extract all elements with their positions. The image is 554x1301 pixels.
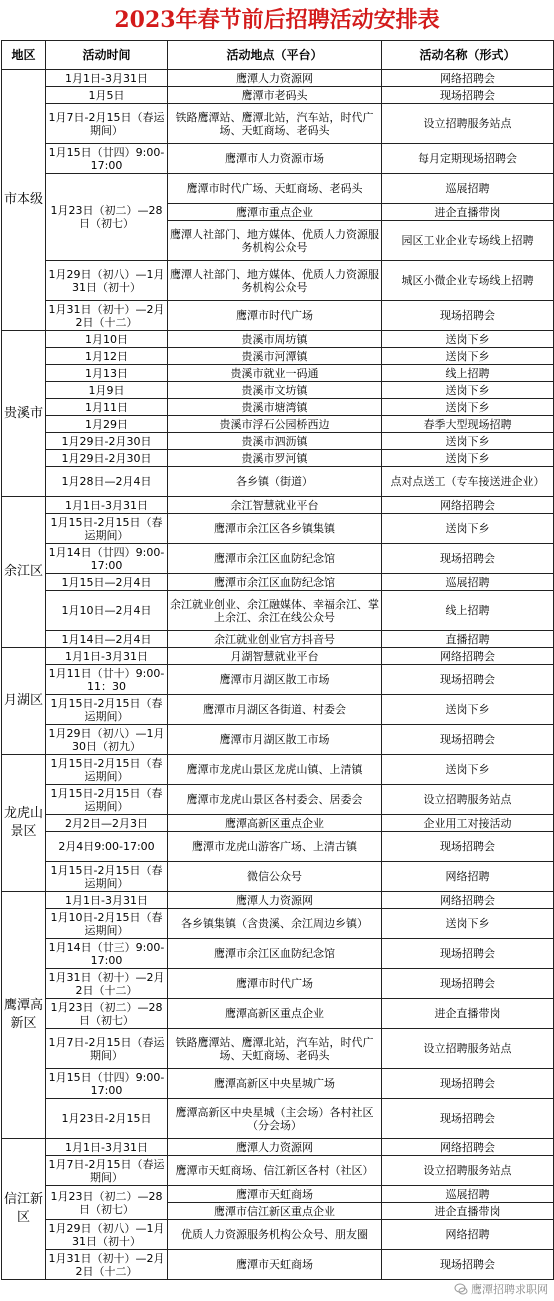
time-cell: 1月23日-2月15日 xyxy=(46,1099,168,1139)
table-row xyxy=(2,725,554,755)
table-row xyxy=(2,1139,554,1156)
activity-cell: 送岗下乡 xyxy=(382,450,554,467)
activity-cell: 送岗下乡 xyxy=(382,695,554,725)
activity-cell: 现场招聘会 xyxy=(382,87,554,104)
time-cell: 1月29日-2月30日 xyxy=(46,450,168,467)
table-row xyxy=(2,497,554,514)
activity-cell: 送岗下乡 xyxy=(382,382,554,399)
activity-cell: 设立招聘服务站点 xyxy=(382,1029,554,1069)
place-cell: 鹰潭市月湖区散工市场 xyxy=(168,725,382,755)
place-cell: 贵溪市就业一码通 xyxy=(168,365,382,382)
time-cell: 1月1日-3月31日 xyxy=(46,648,168,665)
time-cell: 1月31日（初十）—2月2日（十二） xyxy=(46,301,168,331)
place-cell: 鹰潭市龙虎山景区各村委会、居委会 xyxy=(168,785,382,815)
place-cell: 鹰潭人社部门、地方媒体、优质人力资源服务机构公众号 xyxy=(168,261,382,301)
activity-cell: 送岗下乡 xyxy=(382,909,554,939)
table-row xyxy=(2,87,554,104)
table-row xyxy=(2,574,554,591)
header-time: 活动时间 xyxy=(46,41,168,70)
activity-cell: 送岗下乡 xyxy=(382,514,554,544)
activity-cell: 线上招聘 xyxy=(382,365,554,382)
place-cell: 贵溪市罗河镇 xyxy=(168,450,382,467)
time-cell: 1月14日（廿四）9:00-17:00 xyxy=(46,544,168,574)
activity-cell: 点对点送工（专车接送进企业） xyxy=(382,467,554,497)
time-cell: 1月23日（初二）—28日（初七） xyxy=(46,174,168,261)
place-cell: 鹰潭市天虹商场 xyxy=(168,1250,382,1280)
time-cell: 1月23日（初二）—28日（初七） xyxy=(46,1186,168,1220)
table-row xyxy=(2,862,554,892)
place-cell: 鹰潭市时代广场、天虹商场、老码头 xyxy=(168,174,382,204)
schedule-table xyxy=(1,40,554,1280)
place-cell: 余江就业创业官方抖音号 xyxy=(168,631,382,648)
table-row xyxy=(2,1069,554,1099)
place-cell: 鹰潭市余江区血防纪念馆 xyxy=(168,544,382,574)
place-cell: 贵溪市周坊镇 xyxy=(168,331,382,348)
table-row xyxy=(2,755,554,785)
table-row xyxy=(2,785,554,815)
time-cell: 2月2日—2月3日 xyxy=(46,815,168,832)
watermark-text: 鹰潭招聘求职网 xyxy=(471,1283,548,1296)
activity-cell: 现场招聘会 xyxy=(382,939,554,969)
time-cell: 1月11日 xyxy=(46,399,168,416)
table-row xyxy=(2,331,554,348)
region-cell: 龙虎山景区 xyxy=(2,755,46,892)
time-cell: 1月13日 xyxy=(46,365,168,382)
activity-cell: 送岗下乡 xyxy=(382,348,554,365)
time-cell: 1月1日-3月31日 xyxy=(46,892,168,909)
table-row xyxy=(2,450,554,467)
table-row xyxy=(2,1029,554,1069)
place-cell: 贵溪市塘湾镇 xyxy=(168,399,382,416)
table-row xyxy=(2,1186,554,1203)
table-row xyxy=(2,648,554,665)
table-row xyxy=(2,591,554,631)
time-cell: 1月29日-2月30日 xyxy=(46,433,168,450)
time-cell: 2月4日9:00-17:00 xyxy=(46,832,168,862)
time-cell: 1月15日-2月15日（春运期间） xyxy=(46,785,168,815)
activity-cell: 送岗下乡 xyxy=(382,331,554,348)
table-row xyxy=(2,1156,554,1186)
place-cell: 铁路鹰潭站、鹰潭北站，汽车站，时代广场、天虹商场、老码头 xyxy=(168,104,382,144)
header-place: 活动地点（平台） xyxy=(168,41,382,70)
time-cell: 1月10日—2月4日 xyxy=(46,591,168,631)
table-row xyxy=(2,892,554,909)
activity-cell: 网络招聘会 xyxy=(382,648,554,665)
region-cell: 市本级 xyxy=(2,70,46,331)
place-cell: 鹰潭市人力资源市场 xyxy=(168,144,382,174)
time-cell: 1月11日（廿十）9:00-11：30 xyxy=(46,665,168,695)
time-cell: 1月10日-2月15日（春运期间） xyxy=(46,909,168,939)
activity-cell: 巡展招聘 xyxy=(382,174,554,204)
activity-cell: 企业用工对接活动 xyxy=(382,815,554,832)
place-cell: 余江智慧就业平台 xyxy=(168,497,382,514)
place-cell: 鹰潭高新区重点企业 xyxy=(168,999,382,1029)
place-cell: 鹰潭人社部门、地方媒体、优质人力资源服务机构公众号 xyxy=(168,221,382,261)
table-row xyxy=(2,544,554,574)
activity-cell: 现场招聘会 xyxy=(382,725,554,755)
place-cell: 贵溪市河潭镇 xyxy=(168,348,382,365)
place-cell: 鹰潭高新区重点企业 xyxy=(168,815,382,832)
time-cell: 1月14日（廿三）9:00-17:00 xyxy=(46,939,168,969)
time-cell: 1月29日（初八）—1月31日（初十） xyxy=(46,1220,168,1250)
table-row xyxy=(2,365,554,382)
place-cell: 鹰潭市龙虎山游客广场、上清古镇 xyxy=(168,832,382,862)
region-cell: 贵溪市 xyxy=(2,331,46,497)
time-cell: 1月15日-2月15日（春运期间） xyxy=(46,514,168,544)
time-cell: 1月29日（初八）—1月31日（初十） xyxy=(46,261,168,301)
time-cell: 1月7日-2月15日（春运期间） xyxy=(46,104,168,144)
activity-cell: 现场招聘会 xyxy=(382,1069,554,1099)
place-cell: 贵溪市浮石公园桥西边 xyxy=(168,416,382,433)
activity-cell: 送岗下乡 xyxy=(382,755,554,785)
place-cell: 鹰潭市老码头 xyxy=(168,87,382,104)
place-cell: 鹰潭高新区中央星城（主会场）各村社区（分会场） xyxy=(168,1099,382,1139)
table-row xyxy=(2,433,554,450)
place-cell: 鹰潭市龙虎山景区龙虎山镇、上清镇 xyxy=(168,755,382,785)
place-cell: 鹰潭市月湖区散工市场 xyxy=(168,665,382,695)
table-row xyxy=(2,969,554,999)
activity-cell: 网络招聘 xyxy=(382,1220,554,1250)
time-cell: 1月29日 xyxy=(46,416,168,433)
time-cell: 1月9日 xyxy=(46,382,168,399)
activity-cell: 送岗下乡 xyxy=(382,433,554,450)
place-cell: 月湖智慧就业平台 xyxy=(168,648,382,665)
activity-cell: 设立招聘服务站点 xyxy=(382,1156,554,1186)
time-cell: 1月5日 xyxy=(46,87,168,104)
activity-cell: 春季大型现场招聘 xyxy=(382,416,554,433)
table-row xyxy=(2,399,554,416)
place-cell: 鹰潭人力资源网 xyxy=(168,70,382,87)
time-cell: 1月31日（初十）—2月2日（十二） xyxy=(46,1250,168,1280)
region-cell: 信江新区 xyxy=(2,1139,46,1280)
activity-cell: 直播招聘 xyxy=(382,631,554,648)
activity-cell: 线上招聘 xyxy=(382,591,554,631)
activity-cell: 网络招聘会 xyxy=(382,1139,554,1156)
header-region: 地区 xyxy=(2,41,46,70)
activity-cell: 网络招聘会 xyxy=(382,892,554,909)
table-row xyxy=(2,382,554,399)
watermark xyxy=(454,1281,548,1297)
table-row xyxy=(2,815,554,832)
place-cell: 微信公众号 xyxy=(168,862,382,892)
table-row xyxy=(2,665,554,695)
table-row xyxy=(2,467,554,497)
activity-cell: 进企直播带岗 xyxy=(382,999,554,1029)
activity-cell: 每月定期现场招聘会 xyxy=(382,144,554,174)
time-cell: 1月1日-3月31日 xyxy=(46,70,168,87)
table-row xyxy=(2,144,554,174)
table-row xyxy=(2,631,554,648)
table-row xyxy=(2,832,554,862)
activity-cell: 网络招聘会 xyxy=(382,497,554,514)
time-cell: 1月15日-2月15日（春运期间） xyxy=(46,862,168,892)
activity-cell: 设立招聘服务站点 xyxy=(382,104,554,144)
time-cell: 1月14日—2月4日 xyxy=(46,631,168,648)
time-cell: 1月15日（廿四）9:00-17:00 xyxy=(46,144,168,174)
place-cell: 鹰潭人力资源网 xyxy=(168,892,382,909)
activity-cell: 现场招聘会 xyxy=(382,1099,554,1139)
place-cell: 鹰潭人力资源网 xyxy=(168,1139,382,1156)
place-cell: 鹰潭市月湖区各街道、村委会 xyxy=(168,695,382,725)
place-cell: 各乡镇集镇（含贵溪、余江周边乡镇） xyxy=(168,909,382,939)
time-cell: 1月10日 xyxy=(46,331,168,348)
time-cell: 1月15日—2月4日 xyxy=(46,574,168,591)
region-cell: 月湖区 xyxy=(2,648,46,755)
activity-cell: 巡展招聘 xyxy=(382,574,554,591)
place-cell: 鹰潭市时代广场 xyxy=(168,969,382,999)
place-cell: 铁路鹰潭站、鹰潭北站，汽车站，时代广场、天虹商场、老码头 xyxy=(168,1029,382,1069)
table-row xyxy=(2,1220,554,1250)
place-cell: 贵溪市泗沥镇 xyxy=(168,433,382,450)
place-cell: 鹰潭市天虹商场 xyxy=(168,1186,382,1203)
place-cell: 鹰潭市余江区血防纪念馆 xyxy=(168,574,382,591)
activity-cell: 现场招聘会 xyxy=(382,969,554,999)
region-cell: 鹰潭高新区 xyxy=(2,892,46,1139)
table-row xyxy=(2,939,554,969)
activity-cell: 进企直播带岗 xyxy=(382,1203,554,1220)
activity-cell: 送岗下乡 xyxy=(382,399,554,416)
table-row xyxy=(2,104,554,144)
page-title: 2023年春节前后招聘活动安排表 xyxy=(114,7,440,33)
table-row xyxy=(2,909,554,939)
table-row xyxy=(2,70,554,87)
table-row xyxy=(2,261,554,301)
time-cell: 1月1日-3月31日 xyxy=(46,497,168,514)
header-activity: 活动名称（形式） xyxy=(382,41,554,70)
activity-cell: 现场招聘会 xyxy=(382,1250,554,1280)
time-cell: 1月29日（初八）—1月30日（初九） xyxy=(46,725,168,755)
table-row xyxy=(2,174,554,204)
activity-cell: 巡展招聘 xyxy=(382,1186,554,1203)
time-cell: 1月15日-2月15日（春运期间） xyxy=(46,755,168,785)
activity-cell: 城区小微企业专场线上招聘 xyxy=(382,261,554,301)
activity-cell: 进企直播带岗 xyxy=(382,204,554,221)
time-cell: 1月23日（初二）—28日（初七） xyxy=(46,999,168,1029)
activity-cell: 现场招聘会 xyxy=(382,544,554,574)
activity-cell: 现场招聘会 xyxy=(382,665,554,695)
place-cell: 鹰潭市余江区血防纪念馆 xyxy=(168,939,382,969)
activity-cell: 设立招聘服务站点 xyxy=(382,785,554,815)
activity-cell: 网络招聘 xyxy=(382,862,554,892)
time-cell: 1月7日-2月15日（春运期间） xyxy=(46,1156,168,1186)
table-row xyxy=(2,514,554,544)
activity-cell: 园区工业企业专场线上招聘 xyxy=(382,221,554,261)
place-cell: 各乡镇（街道） xyxy=(168,467,382,497)
table-row xyxy=(2,301,554,331)
time-cell: 1月31日（初十）—2月2日（十二） xyxy=(46,969,168,999)
time-cell: 1月15日-2月15日（春运期间） xyxy=(46,695,168,725)
region-cell: 余江区 xyxy=(2,497,46,648)
table-row xyxy=(2,1099,554,1139)
table-header-row xyxy=(2,41,554,70)
place-cell: 贵溪市文坊镇 xyxy=(168,382,382,399)
wechat-icon xyxy=(454,1282,468,1296)
place-cell: 优质人力资源服务机构公众号、朋友圈 xyxy=(168,1220,382,1250)
place-cell: 鹰潭市余江区各乡镇集镇 xyxy=(168,514,382,544)
table-row xyxy=(2,348,554,365)
table-row xyxy=(2,1250,554,1280)
table-row xyxy=(2,416,554,433)
time-cell: 1月28日—2月4日 xyxy=(46,467,168,497)
time-cell: 1月7日-2月15日（春运期间） xyxy=(46,1029,168,1069)
activity-cell: 现场招聘会 xyxy=(382,301,554,331)
activity-cell: 网络招聘会 xyxy=(382,70,554,87)
time-cell: 1月1日-3月31日 xyxy=(46,1139,168,1156)
activity-cell: 现场招聘会 xyxy=(382,832,554,862)
time-cell: 1月15日（廿四）9:00-17:00 xyxy=(46,1069,168,1099)
time-cell: 1月12日 xyxy=(46,348,168,365)
table-row xyxy=(2,999,554,1029)
place-cell: 鹰潭市信江新区重点企业 xyxy=(168,1203,382,1220)
place-cell: 鹰潭市时代广场 xyxy=(168,301,382,331)
place-cell: 鹰潭市重点企业 xyxy=(168,204,382,221)
place-cell: 余江就业创业、余江融媒体、幸福余江、掌上余江、余江在线公众号 xyxy=(168,591,382,631)
place-cell: 鹰潭市天虹商场、信江新区各村（社区） xyxy=(168,1156,382,1186)
table-row xyxy=(2,695,554,725)
place-cell: 鹰潭高新区中央星城广场 xyxy=(168,1069,382,1099)
